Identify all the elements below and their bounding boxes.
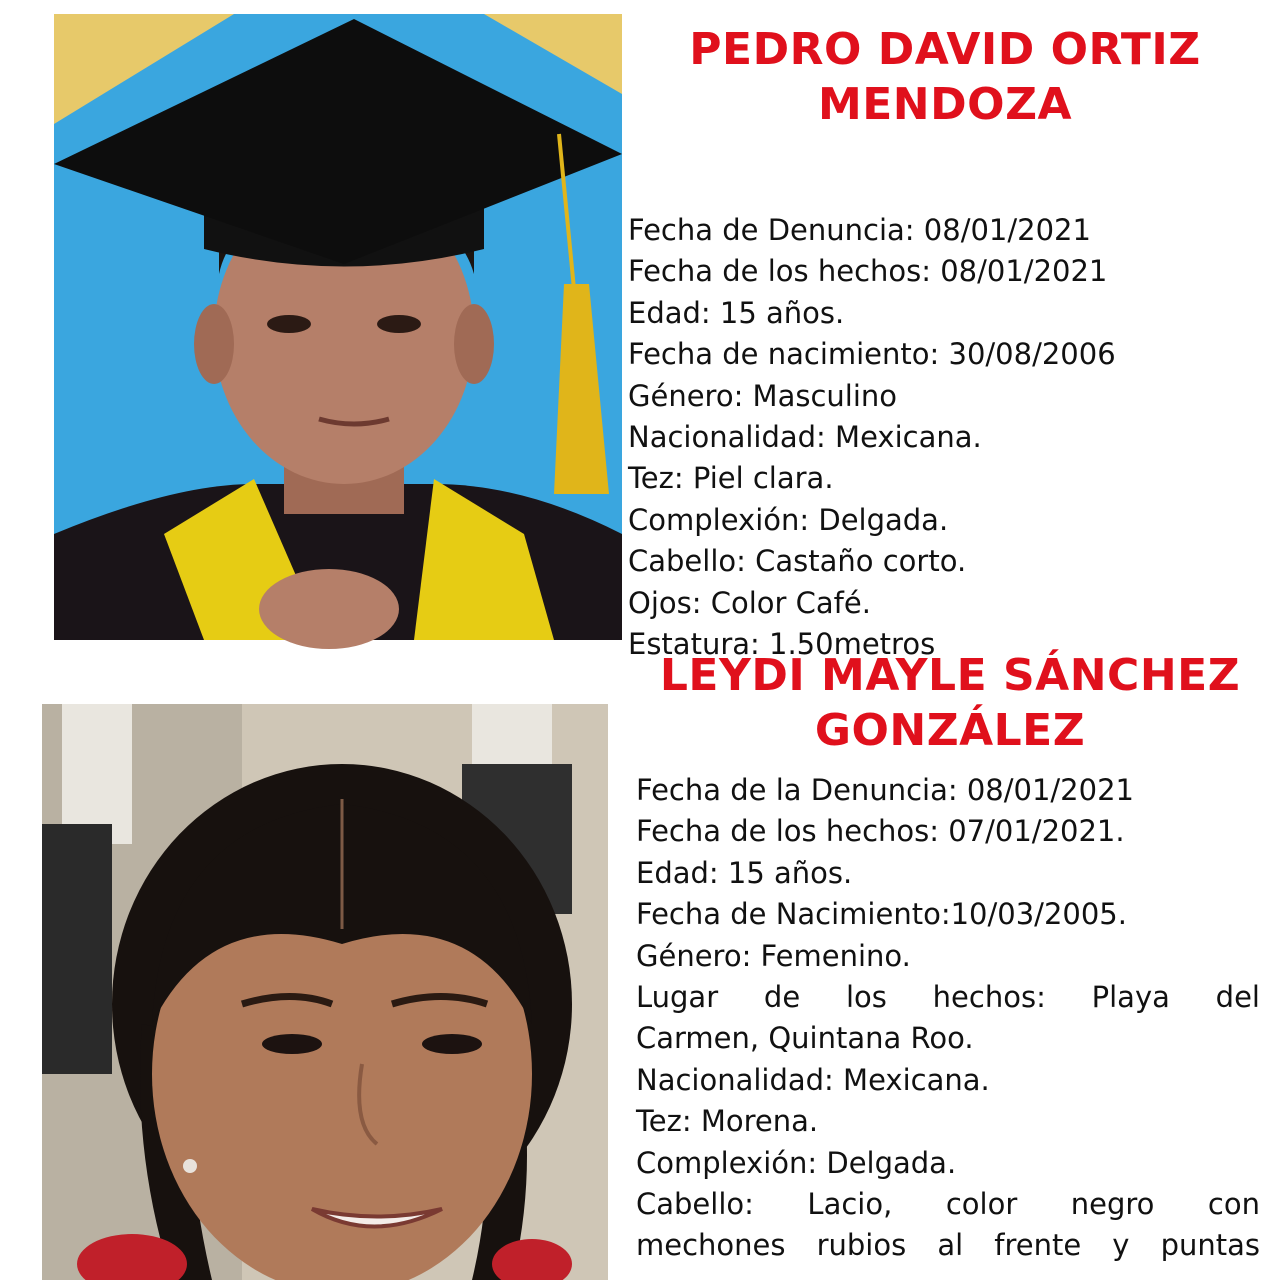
- hair-line-2: mechones rubios al frente y puntas: [636, 1228, 1260, 1263]
- age: Edad: 15 años.: [628, 295, 845, 330]
- person-1-name: [640, 22, 1250, 132]
- gender: Género: Masculino: [628, 378, 898, 413]
- skin-tone: Tez: Morena.: [636, 1104, 819, 1139]
- incident-date: Fecha de los hechos: 08/01/2021: [628, 254, 1108, 289]
- person-1-details: [628, 210, 1278, 662]
- person-2-name: [630, 648, 1270, 758]
- build: Complexión: Delgada.: [636, 1145, 957, 1180]
- birth-date: Fecha de Nacimiento:10/03/2005.: [636, 897, 1127, 932]
- skin-tone: Tez: Piel clara.: [628, 461, 834, 496]
- hair-line-1: Cabello: Lacio, color negro con: [636, 1187, 1260, 1222]
- report-date: Fecha de Denuncia: 08/01/2021: [628, 213, 1091, 247]
- incident-location-line-2: Carmen, Quintana Roo.: [636, 1021, 974, 1056]
- person-2-name-line-2: GONZÁLEZ: [814, 705, 1086, 756]
- eyes: Ojos: Color Café.: [628, 585, 871, 620]
- age: Edad: 15 años.: [636, 855, 853, 890]
- report-date: Fecha de la Denuncia: 08/01/2021: [636, 773, 1134, 807]
- nationality: Nacionalidad: Mexicana.: [628, 420, 982, 455]
- nationality: Nacionalidad: Mexicana.: [636, 1062, 990, 1097]
- incident-location-line-1: Lugar de los hechos: Playa del: [636, 980, 1260, 1015]
- hair: Cabello: Castaño corto.: [628, 544, 967, 579]
- person-1-name-line-2: MENDOZA: [817, 79, 1073, 130]
- missing-person-photo-1: [54, 14, 622, 640]
- height: Estatura: 1.50metros: [628, 627, 936, 662]
- gender: Género: Femenino.: [636, 938, 911, 973]
- person-2-name-line-1: LEYDI MAYLE SÁNCHEZ: [659, 650, 1241, 701]
- build: Complexión: Delgada.: [628, 502, 949, 537]
- person-2-details: [636, 770, 1260, 1280]
- missing-person-photo-2: [42, 704, 608, 1280]
- person-1-name-line-1: PEDRO DAVID ORTIZ: [689, 24, 1201, 75]
- incident-date: Fecha de los hechos: 07/01/2021.: [636, 814, 1125, 849]
- birth-date: Fecha de nacimiento: 30/08/2006: [628, 337, 1116, 372]
